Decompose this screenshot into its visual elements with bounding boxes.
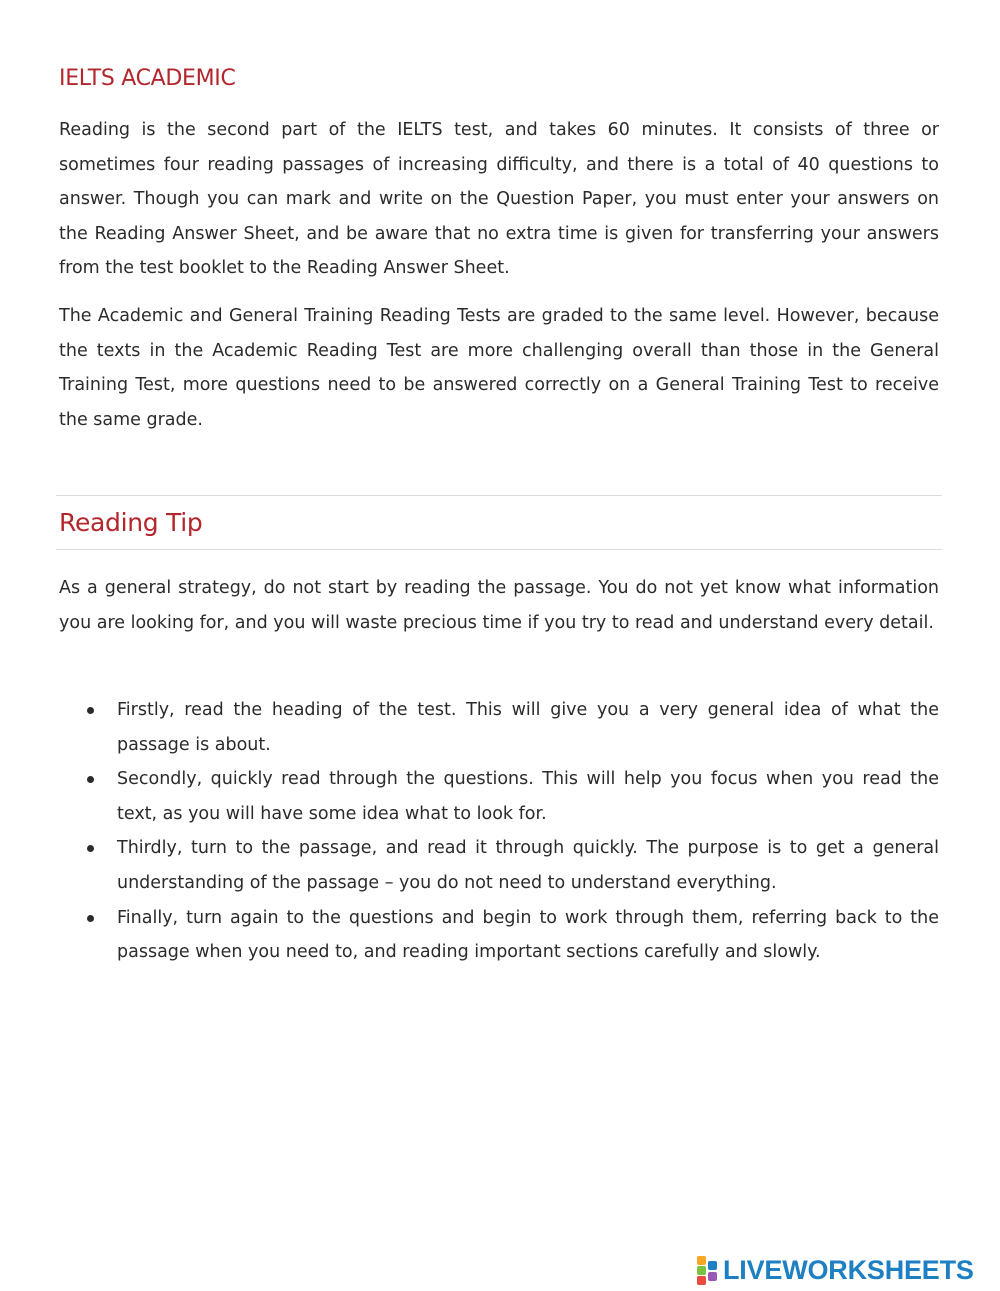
- divider-bottom: [56, 549, 942, 550]
- divider-top: [56, 495, 942, 496]
- list-item-text: Firstly, read the heading of the test. This will give you a very general idea of what the passage is about.: [117, 700, 939, 755]
- list-item-text: Thirdly, turn to the passage, and read it through quickly. The purpose is to get a general understanding of the passage – you do not need to understand everything.: [117, 838, 939, 893]
- list-item: [59, 901, 939, 970]
- liveworksheets-logo-icon: [697, 1256, 721, 1284]
- logo-text: LIVEWORKSHEETS: [723, 1255, 974, 1285]
- list-item-text: Secondly, quickly read through the questions. This will help you focus when you read the text, as you will have some idea what to look for.: [117, 769, 939, 824]
- bullet-icon: [87, 776, 94, 783]
- reading-tip-heading: Reading Tip: [59, 508, 203, 537]
- list-item: [59, 831, 939, 900]
- tip-list: [59, 693, 939, 970]
- intro-paragraph-1: Reading is the second part of the IELTS test, and takes 60 minutes. It consists of three or sometimes four reading passages of increasing difficulty, and there is a total of 40 questions to answer. Though you can mark and write on the Question Paper, you must enter your answers on the Reading Answer Sheet, and be aware that no extra time is given for transferring your answers from the test booklet to the Reading Answer Sheet.: [59, 120, 939, 279]
- bullet-icon: [87, 915, 94, 922]
- list-item-text: Finally, turn again to the questions and begin to work through them, referring back to the passage when you need to, and reading important sections carefully and slowly.: [117, 907, 939, 963]
- liveworksheets-logo[interactable]: [697, 1256, 974, 1284]
- bullet-icon: [87, 845, 94, 852]
- tip-intro-paragraph: As a general strategy, do not start by reading the passage. You do not yet know what information you are looking for, and you will waste precious time if you try to read and understand every detail.: [59, 578, 939, 633]
- intro-paragraph-2: The Academic and General Training Reading Tests are graded to the same level. However, because the texts in the Academic Reading Test are more challenging overall than those in the General Training Test, more questions need to be answered correctly on a General Training Test to receive the same grade.: [59, 306, 939, 430]
- bullet-icon: [87, 707, 94, 714]
- list-item: [59, 693, 939, 762]
- list-item: [59, 762, 939, 831]
- section-title: IELTS ACADEMIC: [59, 66, 236, 91]
